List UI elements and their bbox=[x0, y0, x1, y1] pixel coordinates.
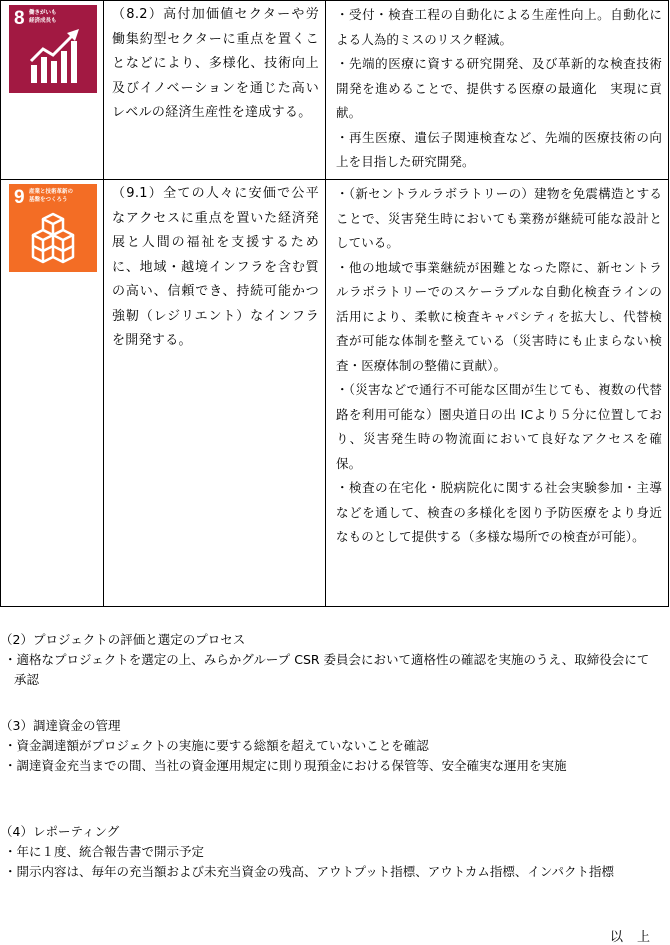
sdg-goal-8-logo bbox=[9, 5, 97, 93]
initiative-item: ・（新セントラルラボラトリーの）建物を免震構造とすることで、災害発生時においても業務が継続可能な設計としている。 bbox=[336, 186, 662, 250]
initiative-item: ・先端的医療に資する研究開発、及び革新的な検査技術開発を進めることで、提供する医療の最適化 実現に貢献。 bbox=[336, 56, 662, 120]
initiative-item: ・（災害などで通行不可能な区間が生じても、複数の代替路を利用可能な）圏央道日の出 ICより５分に位置しており、災害発生時の物流面において良好なアクセスを確保。 bbox=[336, 382, 662, 471]
cubes-icon bbox=[9, 184, 97, 272]
growth-chart-icon bbox=[9, 5, 97, 93]
sdg-target-text: （8.2）高付加価値セクターや労働集約型セクターに重点を置くことなどにより、多様化、技術向上及びイノベーションを通じた高いレベルの経済生産性を達成する。 bbox=[112, 7, 319, 120]
section-heading: （2）プロジェクトの評価と選定のプロセス bbox=[0, 632, 246, 647]
table-row bbox=[1, 1, 669, 180]
initiative-list bbox=[326, 180, 668, 550]
initiative-item: ・再生医療、遺伝子関連検査など、先端的医療技術の向上を目指した研究開発。 bbox=[336, 129, 662, 169]
initiative-item: ・検査の在宅化・脱病院化に関する社会実験参加・主導などを通して、検査の多様化を図り予防医療をより身近なものとして提供する（多様な場所での検査が可能）。 bbox=[336, 480, 662, 544]
sdg-target-cell bbox=[104, 1, 326, 180]
section-item: ・開示内容は、毎年の充当額および未充当資金の残高、アウトプット指標、アウトカム指標、インパクト指標 bbox=[4, 864, 615, 879]
closing-mark: 以上 bbox=[609, 930, 664, 945]
sdg-goal-9-logo bbox=[9, 184, 97, 272]
initiative-item: ・他の地域で事業継続が困難となった際に、新セントラルラボラトリーでのスケーラブルな自動化検査ラインの活用により、柔軟に検査キャパシティを拡大し、代替検査が可能な体制を整えている（災害時にも止まらない検査・医療体制の整備に貢献）。 bbox=[336, 259, 662, 373]
section-fund-management bbox=[0, 716, 654, 776]
initiative-list bbox=[326, 1, 668, 175]
table-row bbox=[1, 180, 669, 607]
section-reporting bbox=[0, 822, 654, 882]
section-evaluation-process bbox=[0, 630, 654, 690]
section-heading: （3）調達資金の管理 bbox=[0, 718, 121, 733]
section-item: ・年に１度、統合報告書で開示予定 bbox=[4, 844, 205, 859]
sdg-target-text: （9.1）全ての人々に安価で公平なアクセスに重点を置いた経済発展と人間の福祉を支援するために、地域・越境インフラを含む質の高い、信頼でき、持続可能かつ強靭（レジリエント）なインフラを開発する。 bbox=[112, 186, 319, 348]
section-item: ・適格なプロジェクトを選定の上、みらかグループ CSR 委員会において適格性の確認を実施のうえ、取締役会にて承認 bbox=[4, 652, 650, 687]
sdg-icon-cell bbox=[1, 180, 104, 607]
section-item: ・資金調達額がプロジェクトの実施に要する総額を超えていないことを確認 bbox=[4, 738, 429, 753]
sdg-number: 9 bbox=[14, 187, 25, 208]
sdg-number: 8 bbox=[14, 8, 25, 29]
sdg-title: 働きがいも 経済成長も bbox=[29, 10, 57, 24]
sdg-title: 産業と技術革新の 基盤をつくろう bbox=[29, 189, 74, 203]
section-item: ・調達資金充当までの間、当社の資金運用規定に則り現預金における保管等、安全確実な運用を実施 bbox=[4, 758, 567, 773]
initiative-cell bbox=[326, 1, 669, 180]
sdg-icon-cell bbox=[1, 1, 104, 180]
initiative-cell bbox=[326, 180, 669, 607]
initiative-item: ・受付・検査工程の自動化による生産性向上。自動化による人為的ミスのリスク軽減。 bbox=[336, 7, 662, 47]
section-heading: （4）レポーティング bbox=[0, 824, 120, 839]
sdg-target-cell bbox=[104, 180, 326, 607]
